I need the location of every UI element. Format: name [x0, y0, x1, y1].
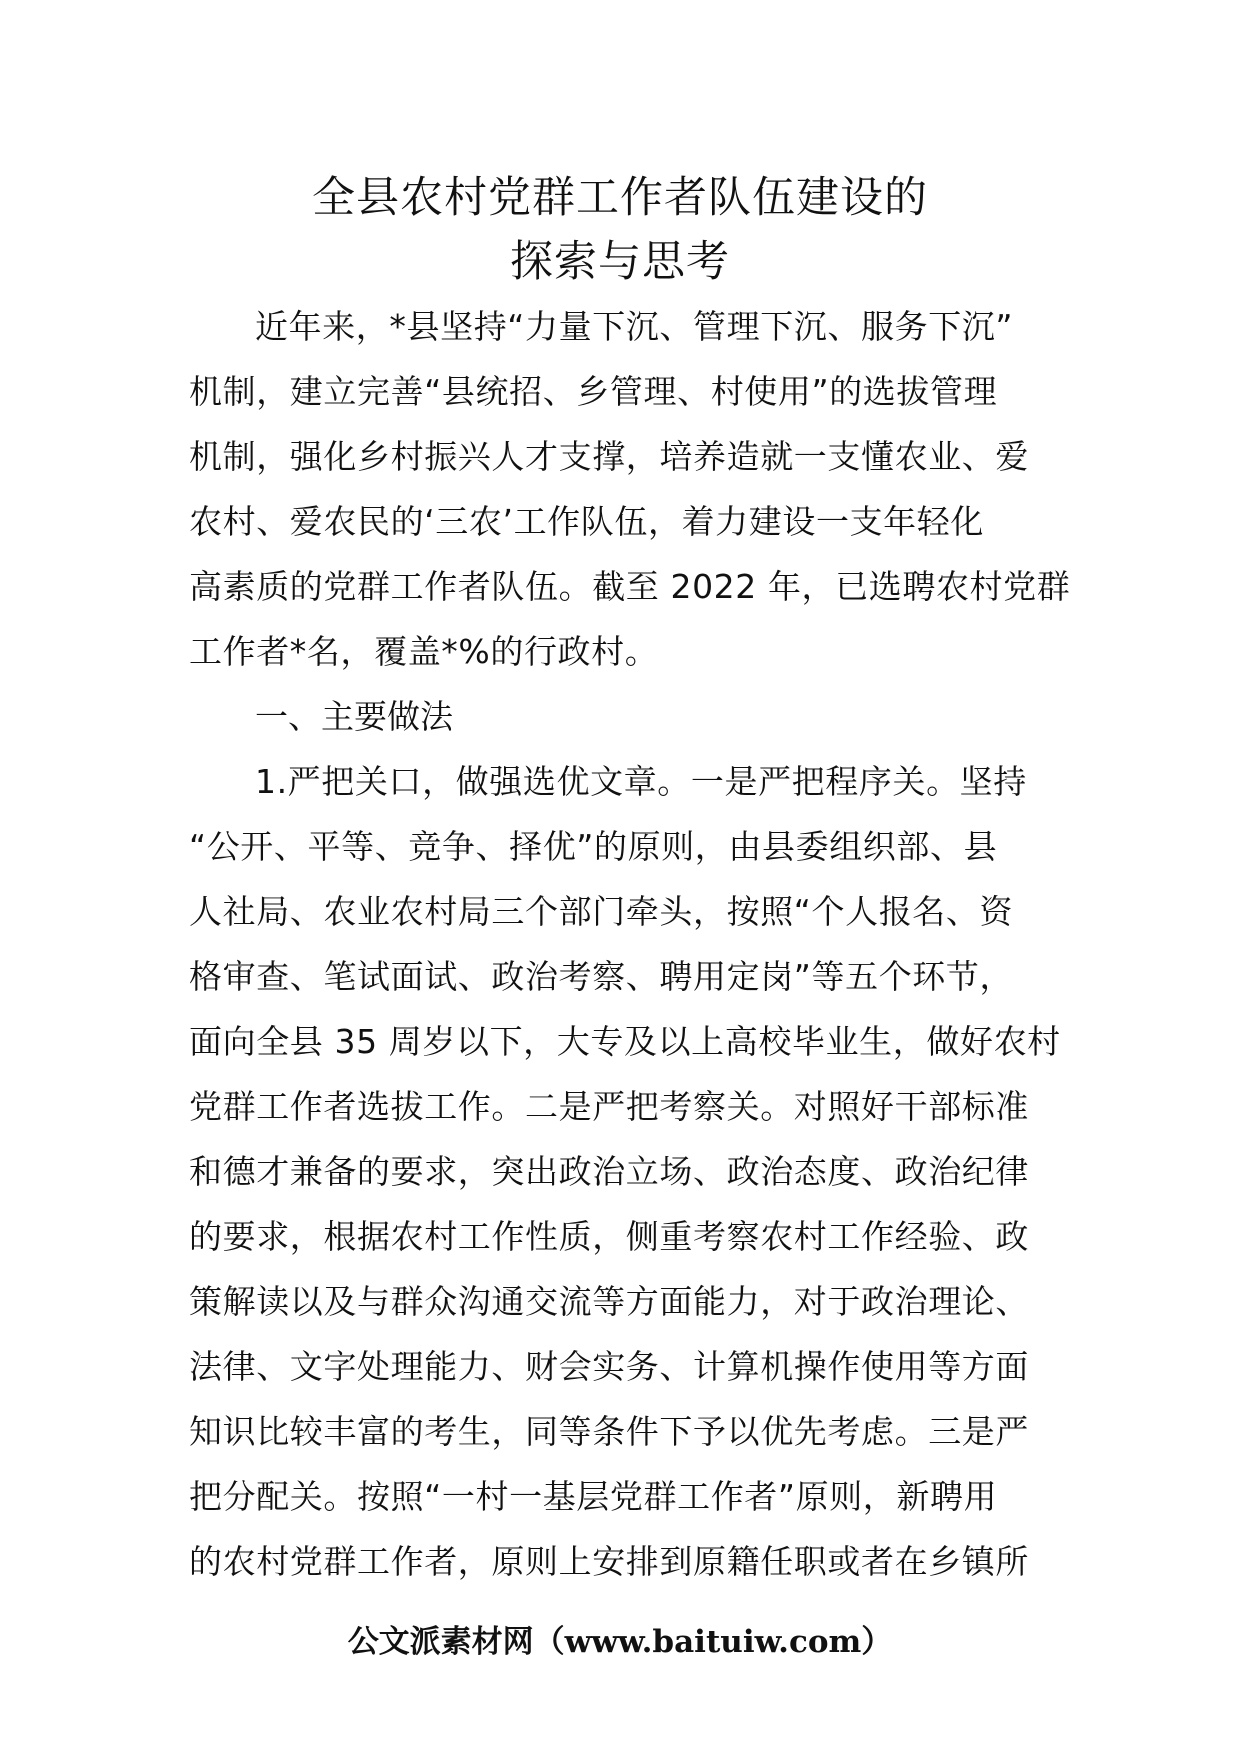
paragraph-line: 把分配关。按照“一村一基层党群工作者”原则，新聘用	[189, 1477, 998, 1516]
paragraph-line: 人社局、农业农村局三个部门牵头，按照“个人报名、资	[189, 892, 1014, 931]
paragraph-line: 策解读以及与群众沟通交流等方面能力，对于政治理论、	[189, 1282, 1029, 1321]
paragraph-line: 面向全县 35 周岁以下，大专及以上高校毕业生，做好农村	[189, 1022, 1061, 1061]
paragraph-line: 的农村党群工作者，原则上安排到原籍任职或者在乡镇所	[189, 1542, 1029, 1581]
paragraph-line: 工作者*名，覆盖*%的行政村。	[189, 632, 659, 671]
document-body	[189, 294, 1071, 1594]
document-title-line-2: 探索与思考	[510, 237, 730, 287]
paragraph-line: 党群工作者选拔工作。二是严把考察关。对照好干部标准	[189, 1087, 1029, 1126]
paragraph-line: “公开、平等、竞争、择优”的原则，由县委组织部、县	[189, 827, 998, 866]
section-heading: 一、主要做法	[255, 697, 453, 736]
footer-watermark: 公文派素材网（www.baituiw.com）	[347, 1624, 893, 1660]
paragraph-line: 1.严把关口，做强选优文章。一是严把程序关。坚持	[255, 762, 1027, 801]
document-title-line-1: 全县农村党群工作者队伍建设的	[312, 173, 928, 223]
paragraph-line: 机制，建立完善“县统招、乡管理、村使用”的选拔管理	[189, 372, 998, 411]
paragraph-line: 和德才兼备的要求，突出政治立场、政治态度、政治纪律	[189, 1152, 1029, 1191]
paragraph-line: 格审查、笔试面试、政治考察、聘用定岗”等五个环节，	[189, 957, 1014, 996]
paragraph-line: 机制，强化乡村振兴人才支撑，培养造就一支懂农业、爱	[189, 437, 1029, 476]
paragraph-line: 法律、文字处理能力、财会实务、计算机操作使用等方面	[189, 1347, 1029, 1386]
paragraph-line: 高素质的党群工作者队伍。截至 2022 年，已选聘农村党群	[189, 567, 1071, 606]
paragraph-line: 知识比较丰富的考生，同等条件下予以优先考虑。三是严	[189, 1412, 1029, 1451]
paragraph-line: 农村、爱农民的‘三农’工作队伍，着力建设一支年轻化	[189, 502, 984, 541]
paragraph-line: 近年来，*县坚持“力量下沉、管理下沉、服务下沉”	[255, 307, 1014, 346]
paragraph-line: 的要求，根据农村工作性质，侧重考察农村工作经验、政	[189, 1217, 1029, 1256]
